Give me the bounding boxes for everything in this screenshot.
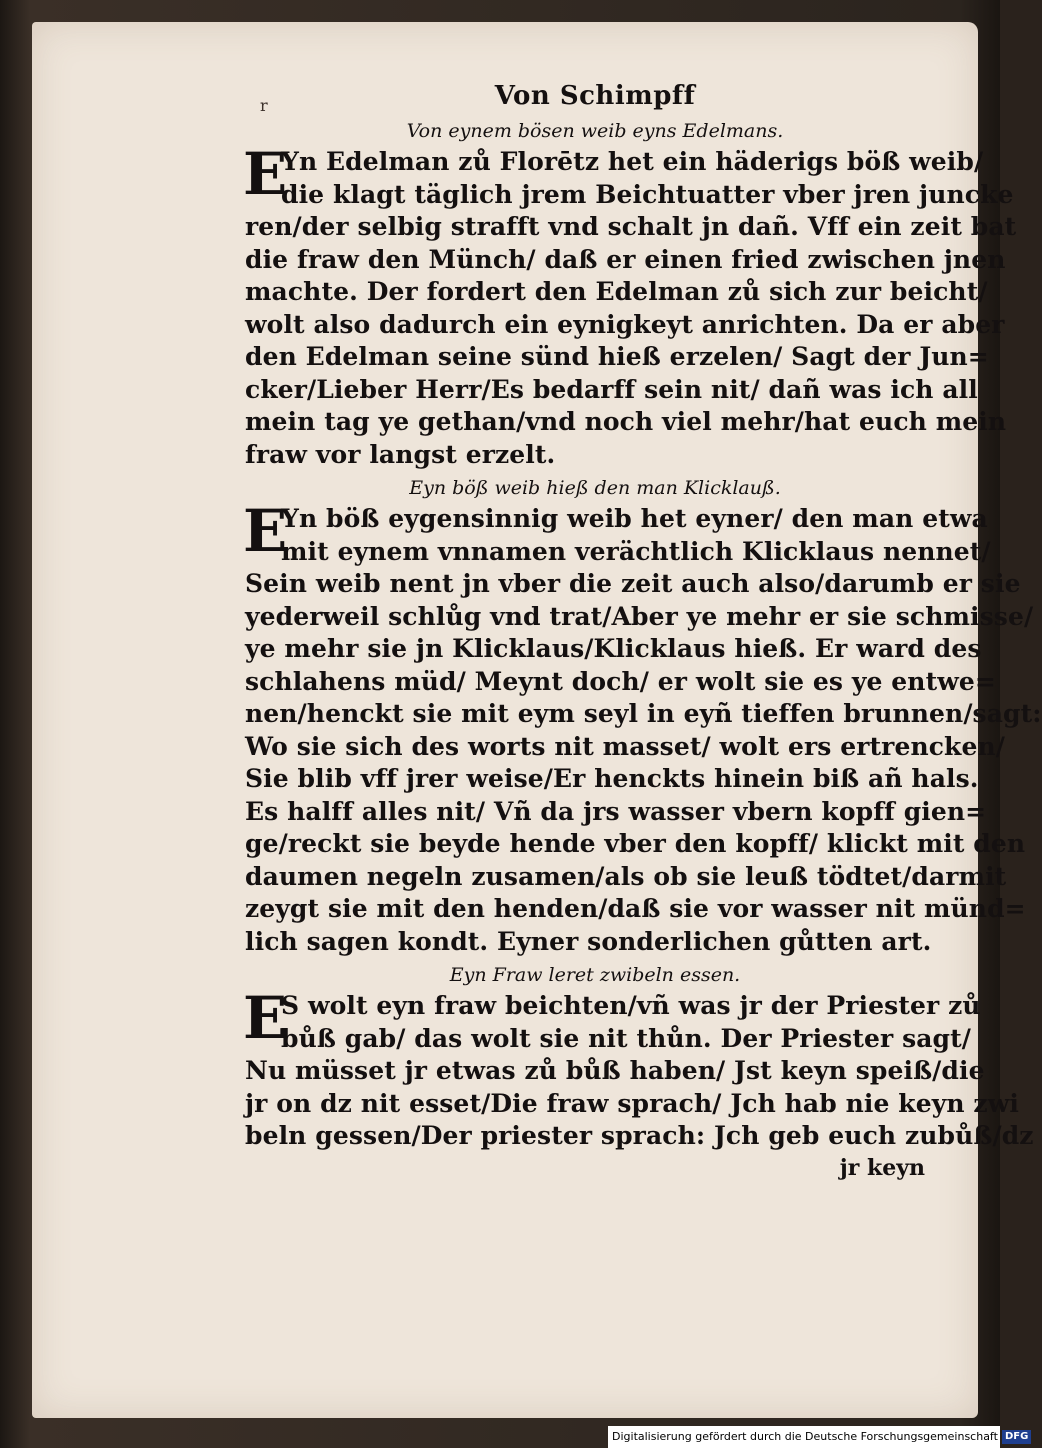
catchword: jr keyn bbox=[839, 1154, 925, 1181]
drop-initial: E bbox=[243, 140, 288, 208]
text-line: cker/Lieber Herr/Es bedarff sein nit/ dañ was ich all bbox=[245, 374, 978, 404]
dfg-logo: DFG bbox=[1002, 1430, 1031, 1444]
text-line: bůß gab/ das wolt sie nit thůn. Der Priester sagt/ bbox=[281, 1023, 972, 1053]
text-line: yederweil schlůg vnd trat/Aber ye mehr er sie schmisse/ bbox=[245, 601, 1034, 631]
text-block bbox=[243, 78, 1042, 1183]
text-line: Wo sie sich des worts nit masset/ wolt ers ertrencken/ bbox=[245, 731, 1005, 761]
text-line: schlahens müd/ Meynt doch/ er wolt sie es ye entwe= bbox=[245, 666, 996, 696]
text-line: Es halff alles nit/ Vñ da jrs wasser vbern kopff gien= bbox=[245, 796, 987, 826]
text-line: mit eynem vnnamen verächtlich Klicklaus nennet/ bbox=[281, 536, 991, 566]
text-line: die klagt täglich jrem Beichtuatter vber jren juncke bbox=[281, 179, 1014, 209]
text-line: nen/henckt sie mit eym seyl in eyñ tieffen brunnen/sagt: bbox=[245, 699, 1042, 728]
text-line: beln gessen/Der priester sprach: Jch geb euch zubůß/dz bbox=[245, 1121, 1034, 1150]
text-line: lich sagen kondt. Eyner sonderlichen gůtten art. bbox=[245, 926, 932, 956]
text-line: jr on dz nit esset/Die fraw sprach/ Jch hab nie keyn zwi bbox=[245, 1088, 1019, 1118]
page-mark: r bbox=[260, 96, 268, 115]
text-line: Yn böß eygensinnig weib het eyner/ den man etwa bbox=[281, 504, 988, 533]
text-line: machte. Der fordert den Edelman zů sich zur beicht/ bbox=[245, 277, 988, 306]
text-line: zeygt sie mit den henden/daß sie vor wasser nit münd= bbox=[245, 894, 1026, 923]
text-line: ge/reckt sie beyde hende vber den kopff/ klickt mit den bbox=[245, 829, 1026, 858]
text-line: Yn Edelman zů Florētz het ein häderigs böß weib/ bbox=[281, 147, 984, 176]
text-line: fraw vor langst erzelt. bbox=[245, 439, 556, 469]
paragraph bbox=[243, 984, 1034, 1153]
text-line: Sie blib vff jrer weise/Er henckts hinein biß añ hals. bbox=[245, 764, 979, 793]
text-line: den Edelman seine sünd hieß erzelen/ Sagt der Jun= bbox=[245, 342, 989, 371]
text-line: ren/der selbig strafft vnd schalt jn dañ. Vff ein zeit bat bbox=[245, 212, 1017, 241]
credit-text: Digitalisierung gefördert durch die Deutsche Forschungsgemeinschaft bbox=[612, 1430, 998, 1443]
section-heading: Eyn Fraw leret zwibeln essen. bbox=[449, 964, 741, 986]
text-line: wolt also dadurch ein eynigkeyt anrichten. Da er aber bbox=[245, 309, 1005, 339]
text-line: daumen negeln zusamen/als ob sie leuß tödtet/darmit bbox=[245, 861, 1007, 891]
paragraph bbox=[243, 497, 1042, 958]
text-line: S wolt eyn fraw beichten/vñ was jr der Priester zů bbox=[281, 991, 981, 1020]
text-line: Nu müsset jr etwas zů bůß haben/ Jst keyn speiß/die bbox=[245, 1056, 985, 1085]
text-line: die fraw den Münch/ daß er einen fried zwischen jnen bbox=[245, 244, 1006, 274]
digitization-credit-bar bbox=[608, 1426, 1029, 1448]
running-head: Von Schimpff bbox=[494, 81, 696, 111]
text-line: ye mehr sie jn Klicklaus/Klicklaus hieß. Er ward des bbox=[245, 634, 982, 663]
section-heading: Von eynem bösen weib eyns Edelmans. bbox=[406, 120, 784, 142]
paragraph bbox=[243, 140, 1017, 471]
drop-initial: E bbox=[243, 984, 288, 1052]
text-line: Sein weib nent jn vber die zeit auch also/darumb er sie bbox=[245, 569, 1021, 598]
text-line: mein tag ye gethan/vnd noch viel mehr/hat euch mein bbox=[245, 407, 1007, 436]
drop-initial: E bbox=[243, 497, 288, 565]
section-heading: Eyn böß weib hieß den man Klicklauß. bbox=[409, 477, 781, 499]
